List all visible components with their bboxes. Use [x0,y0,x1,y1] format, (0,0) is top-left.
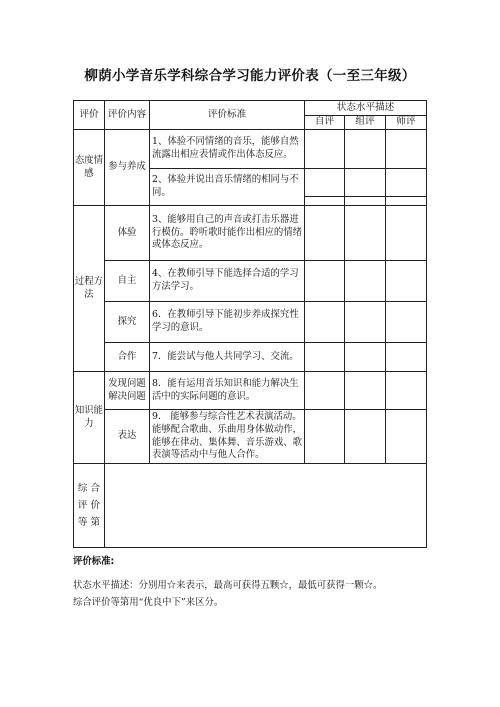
table-row [74,130,427,169]
group-score-cell[interactable] [345,372,386,410]
teacher-score-cell[interactable] [386,197,427,206]
page-title: 柳荫小学音乐学科综合学习能力评价表（一至三年级） [84,68,416,84]
content-experience: 体验 [105,206,150,261]
table-row [74,261,427,302]
self-score-cell[interactable] [305,372,345,410]
summary-label-line: 评 价 [77,499,101,511]
group-score-cell[interactable] [345,302,386,343]
group-score-cell[interactable] [345,169,386,197]
group-score-cell[interactable] [345,343,386,372]
notes-line-grade: 综合评价等第用“优良中下”来区分。 [73,596,224,608]
group-score-cell[interactable] [345,206,386,261]
group-score-cell[interactable] [345,197,386,206]
content-express: 表达 [105,410,150,464]
header-row [74,101,427,116]
teacher-score-cell[interactable] [386,343,427,372]
teacher-score-cell[interactable] [386,261,427,302]
summary-label-line: 等 第 [77,517,101,529]
notes-heading: 评价标准: [73,556,115,567]
table-row [74,343,427,372]
teacher-score-cell[interactable] [386,372,427,410]
content-cooperate: 合作 [105,343,150,372]
standard-9: 9． 能够参与综合性艺术表演活动。能够配合歌曲、乐曲用身体做动作，能够在律动、集体舞、音乐游戏、歌表演等活动中与他人合作。 [150,410,305,464]
standard-1: 1、体验不同情绪的音乐，能够自然流露出相应表情或作出体态反应。 [150,130,305,169]
header-eval: 评价 [74,101,105,130]
self-score-cell[interactable] [305,206,345,261]
table-row [74,372,427,410]
summary-row [74,464,427,548]
standard-8: 8．能有运用音乐知识和能力解决生活中的实际问题的意识。 [150,372,305,410]
header-content: 评价内容 [105,101,150,130]
self-score-cell[interactable] [305,302,345,343]
standard-2: 2、体验并说出音乐情绪的相同与不同。 [150,169,305,206]
standard-4: 4、在教师引导下能选择合适的学习方法学习。 [150,261,305,302]
table-row [74,302,427,343]
teacher-score-cell[interactable] [386,206,427,261]
self-score-cell[interactable] [305,169,345,197]
teacher-score-cell[interactable] [386,410,427,464]
header-teacher: 师评 [386,116,427,130]
header-group: 组评 [345,116,386,130]
teacher-score-cell[interactable] [386,302,427,343]
standard-3: 3、能够用自己的声音或打击乐器进行模仿。聆听歌时能作出相应的情绪或体态反应。 [150,206,305,261]
self-score-cell[interactable] [305,410,345,464]
self-score-cell[interactable] [305,343,345,372]
standard-6: 6．在教师引导下能初步养成探究性学习的意识。 [150,302,305,343]
header-standard: 评价标准 [150,101,305,130]
section-attitude: 态度情感 [74,130,105,206]
content-autonomy: 自主 [105,261,150,302]
summary-label-line: 综 合 [77,482,101,494]
header-self: 自评 [305,116,345,130]
section-knowledge: 知识能力 [74,372,105,464]
content-problem: 发现问题解决问题 [105,372,150,410]
self-score-cell[interactable] [305,130,345,169]
group-score-cell[interactable] [345,410,386,464]
teacher-score-cell[interactable] [386,130,427,169]
teacher-score-cell[interactable] [386,169,427,197]
summary-label [74,464,105,548]
content-participate: 参与养成 [105,130,150,206]
self-score-cell[interactable] [305,261,345,302]
section-process: 过程方法 [74,206,105,372]
evaluation-notes [73,553,433,609]
table-row [74,410,427,464]
content-explore: 探究 [105,302,150,343]
standard-7: 7．能尝试与他人共同学习、交流。 [150,343,305,372]
evaluation-table [73,100,427,548]
summary-grade-cell[interactable] [105,464,427,548]
group-score-cell[interactable] [345,130,386,169]
self-score-cell[interactable] [305,197,345,206]
table-row [74,206,427,261]
notes-line-status: 状态水平描述：分别用☆来表示，最高可获得五颗☆，最低可获得一颗☆。 [73,580,383,591]
group-score-cell[interactable] [345,261,386,302]
header-status: 状态水平描述 [305,101,427,116]
